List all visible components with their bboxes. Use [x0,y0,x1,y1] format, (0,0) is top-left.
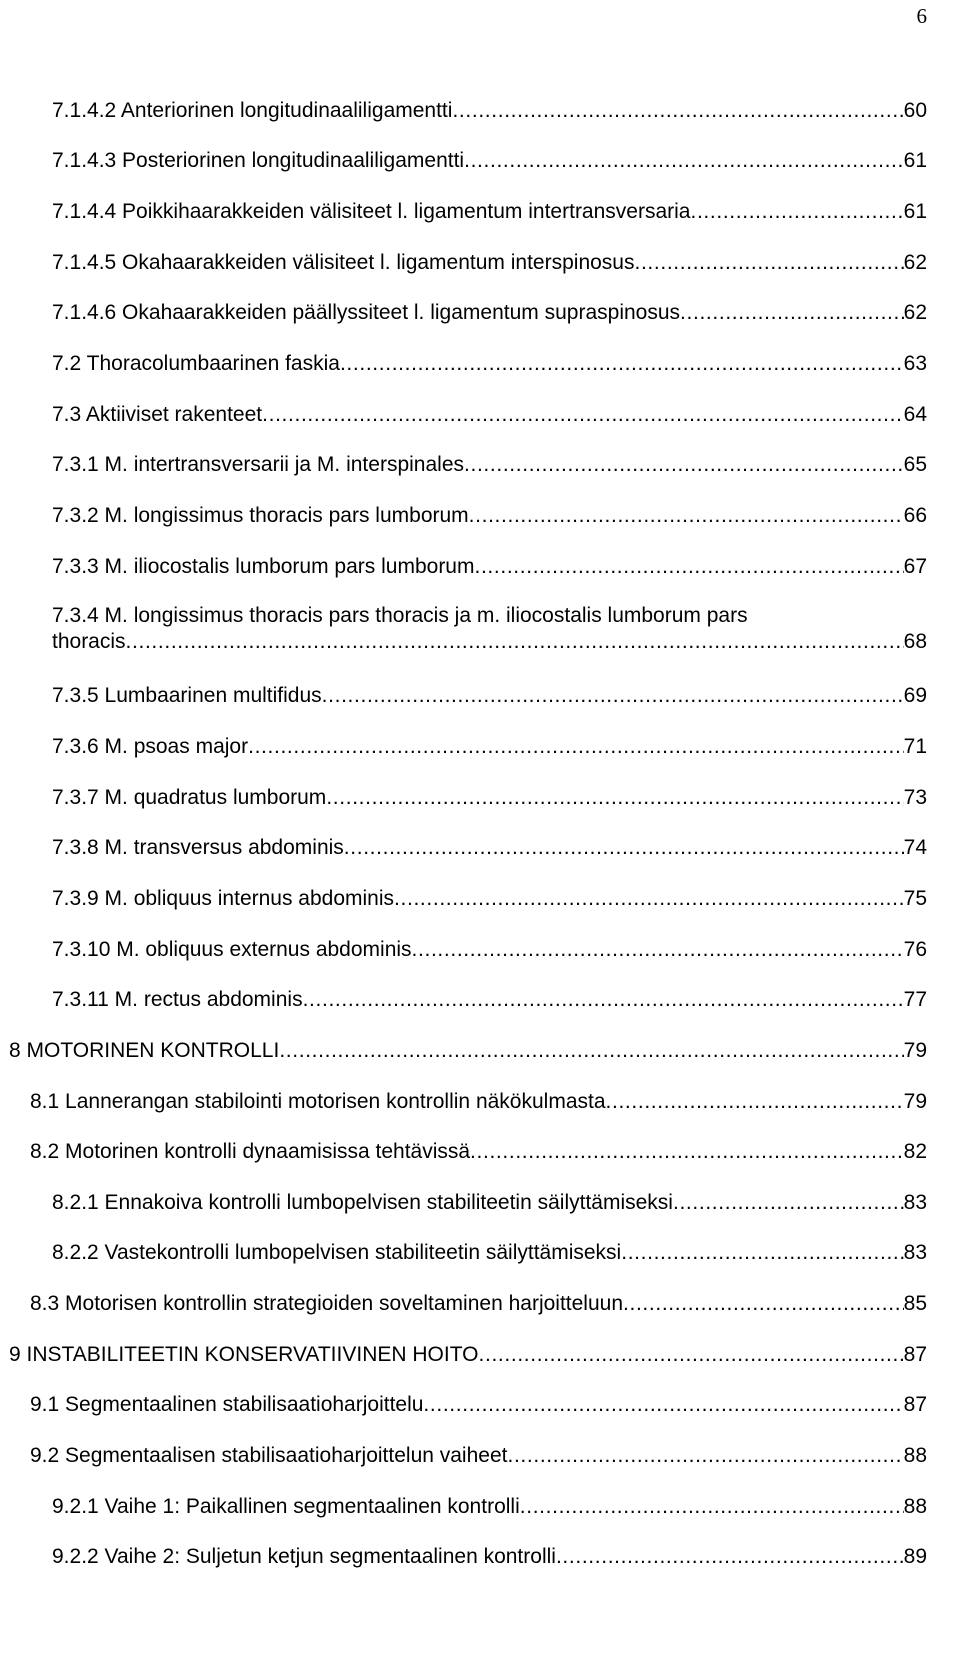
toc-leader [464,148,904,174]
toc-entry-page: 83 [903,1191,927,1214]
toc-entry-title: 9.1 Segmentaalinen stabilisaatioharjoittelu [30,1393,424,1416]
toc-leader [507,1443,903,1469]
toc-entry-page: 85 [903,1292,927,1315]
toc-entry-title: 7.3.11 M. rectus abdominis [52,988,303,1011]
toc-leader [344,835,904,861]
toc-entry[interactable] [52,987,927,1013]
toc-entry-page: 88 [903,1495,927,1518]
toc-entry-title: 8 MOTORINEN KONTROLLI [9,1039,280,1062]
toc-entry[interactable] [52,734,927,760]
toc-entry[interactable] [30,1392,927,1418]
toc-entry[interactable] [52,886,927,912]
toc-entry-title: 7.1.4.3 Posteriorinen longitudinaaliligamentti [52,149,465,172]
toc-entry-page: 75 [903,887,927,910]
toc-leader [340,351,904,377]
toc-entry-page: 76 [903,938,927,961]
toc-leader [452,98,903,124]
toc-entry-page: 67 [903,555,927,578]
toc-entry[interactable] [52,1240,927,1266]
toc-leader [394,886,904,912]
toc-leader [469,503,904,529]
toc-entry-title: 7.1.4.4 Poikkihaarakkeiden välisiteet l. ligamentum intertransversaria [52,200,691,223]
toc-leader [464,452,904,478]
toc-entry-title: 7.3.9 M. obliquus internus abdominis [52,887,395,910]
toc-entry-title: 8.1 Lannerangan stabilointi motorisen kontrollin näkökulmasta [30,1090,606,1113]
toc-entry-title: 7.3.1 M. intertransversarii ja M. interspinales [52,453,464,476]
toc-entry-title: 7.1.4.6 Okahaarakkeiden päällyssiteet l. ligamentum supraspinosus [52,301,681,324]
toc-entry-title: 7.3.2 M. longissimus thoracis pars lumborum [52,504,469,527]
toc-leader [621,1240,903,1266]
toc-leader [262,402,904,428]
toc-leader [470,1139,904,1165]
toc-entry[interactable] [9,1342,927,1368]
toc-entry-page: 61 [903,200,927,223]
toc-leader [326,785,903,811]
toc-entry-title: 7.2 Thoracolumbaarinen faskia [52,352,340,375]
toc-entry-title: 7.3.8 M. transversus abdominis [52,836,344,859]
toc-entry[interactable] [52,785,927,811]
toc-entry-page: 68 [903,630,927,653]
toc-entry[interactable] [52,300,927,326]
toc-entry[interactable] [52,452,927,478]
toc-entry[interactable] [30,1089,927,1115]
toc-entry-page: 65 [903,453,927,476]
toc-entry-title: 7.3.6 M. psoas major [52,735,249,758]
toc-entry-title: 9.2 Segmentaalisen stabilisaatioharjoittelun vaiheet [30,1444,508,1467]
toc-entry-page: 66 [903,504,927,527]
toc-leader [520,1494,904,1520]
toc-entry[interactable] [30,1291,927,1317]
toc-leader [556,1544,904,1570]
toc-entry-page: 88 [903,1444,927,1467]
toc-leader [634,250,903,276]
toc-entry-title: 9.2.1 Vaihe 1: Paikallinen segmentaalinen kontrolli [52,1495,520,1518]
toc-entry-page: 82 [903,1140,927,1163]
toc-entry-page: 89 [903,1545,927,1568]
toc-entry-page: 79 [903,1090,927,1113]
toc-entry-title: thoracis [52,630,126,653]
toc-entry[interactable] [30,1139,927,1165]
toc-entry-page: 73 [903,786,927,809]
toc-entry[interactable] [52,351,927,377]
toc-entry-title: 7.1.4.5 Okahaarakkeiden välisiteet l. ligamentum interspinosus [52,251,635,274]
toc-leader [126,629,904,655]
toc-entry-page: 61 [903,149,927,172]
toc-entry-page: 60 [903,99,927,122]
toc-entry-page: 83 [903,1241,927,1264]
toc-leader [623,1291,904,1317]
toc-entry-title: 8.2 Motorinen kontrolli dynaamisissa tehtävissä [30,1140,471,1163]
toc-leader [690,199,903,225]
toc-leader [322,683,904,709]
toc-entry-page: 64 [903,403,927,426]
toc-leader [673,1190,904,1216]
toc-entry-page: 63 [903,352,927,375]
toc-entry-page: 62 [903,301,927,324]
toc-entry-page: 87 [903,1393,927,1416]
toc-entry-page: 79 [903,1039,927,1062]
toc-entry[interactable] [52,683,927,709]
toc-leader [479,1342,904,1368]
toc-entry[interactable] [52,554,927,580]
toc-entry-page: 77 [903,988,927,1011]
toc-entry[interactable] [52,1544,927,1570]
toc-entry[interactable] [9,1038,927,1064]
toc-leader [248,734,904,760]
toc-entry[interactable] [52,148,927,174]
toc-entry-title: 7.3.10 M. obliquus externus abdominis [52,938,412,961]
toc-entry-title: 9.2.2 Vaihe 2: Suljetun ketjun segmentaalinen kontrolli [52,1545,556,1568]
toc-leader [680,300,904,326]
toc-entry-title: 9 INSTABILITEETIN KONSERVATIIVINEN HOITO [9,1343,479,1366]
toc-entry-title: 7.3.3 M. iliocostalis lumborum pars lumborum [52,555,475,578]
toc-entry-page: 87 [903,1343,927,1366]
toc-leader [474,554,903,580]
toc-entry-title: 7.3.7 M. quadratus lumborum [52,786,327,809]
toc-entry[interactable] [52,1190,927,1216]
toc-entry-title: 8.2.2 Vastekontrolli lumbopelvisen stabiliteetin säilyttämiseksi [52,1241,622,1264]
toc-entry[interactable] [52,503,927,529]
toc-entry[interactable] [52,98,927,124]
toc-entry-title: 8.3 Motorisen kontrollin strategioiden soveltaminen harjoitteluun [30,1292,624,1315]
toc-entry-title: 8.2.1 Ennakoiva kontrolli lumbopelvisen stabiliteetin säilyttämiseksi [52,1191,673,1214]
toc-leader [606,1089,904,1115]
toc-entry-page: 69 [903,684,927,707]
toc-entry-title: 7.3.5 Lumbaarinen multifidus [52,684,322,707]
toc-entry[interactable] [30,1443,927,1469]
toc-entry[interactable] [52,250,927,276]
toc-entry-page: 62 [903,251,927,274]
toc-entry[interactable] [52,835,927,861]
toc-entry-title-line1: 7.3.4 M. longissimus thoracis pars thoracis ja m. iliocostalis lumborum pars [52,604,748,627]
toc-leader [423,1392,903,1418]
page-number: 6 [916,4,927,28]
toc-entry-title: 7.1.4.2 Anteriorinen longitudinaaliligamentti [52,99,453,122]
toc-entry-title: 7.3 Aktiiviset rakenteet [52,403,263,426]
toc-leader [279,1038,903,1064]
toc-entry[interactable] [52,603,927,655]
toc-entry-page: 74 [903,836,927,859]
toc-entry[interactable] [52,1494,927,1520]
toc-entry-page: 71 [903,735,927,758]
toc-leader [412,937,904,963]
toc-leader [303,987,904,1013]
toc-entry[interactable] [52,199,927,225]
toc-entry[interactable] [52,402,927,428]
toc-entry[interactable] [52,937,927,963]
